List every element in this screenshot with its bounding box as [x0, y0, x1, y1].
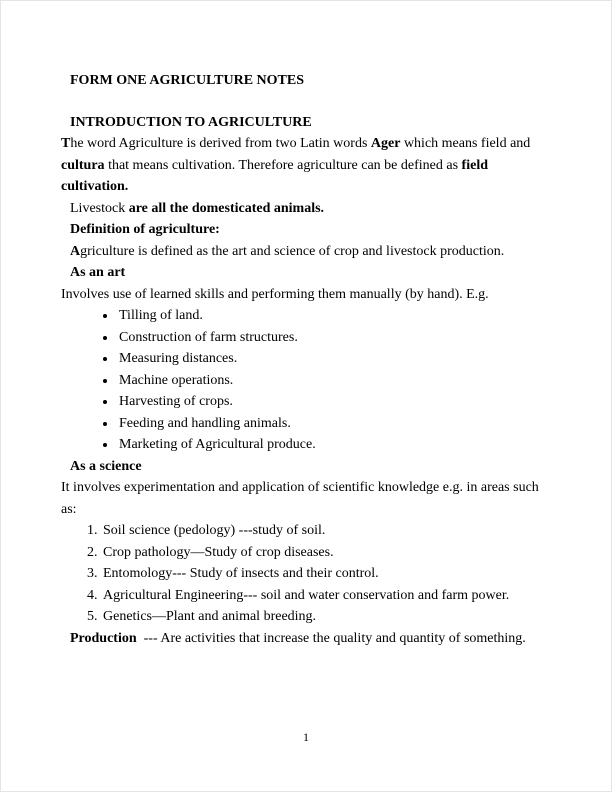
text-run: he word Agriculture is derived from two Latin words	[70, 136, 371, 151]
section-heading: INTRODUCTION TO AGRICULTURE	[70, 114, 312, 130]
as-an-art-heading: As an art	[70, 265, 126, 280]
bullet-item: • Tilling of land.	[117, 305, 551, 327]
as-a-science-heading: As a science	[70, 458, 142, 474]
text-run: --- Are activities that increase the quality and quantity of something.	[136, 630, 526, 646]
text-run: that means cultivation. Therefore agriculture can be defined as	[104, 157, 462, 173]
science-numbered-list	[61, 520, 551, 628]
text-run: griculture is defined as the art and science of crop and livestock production.	[80, 243, 505, 259]
art-intro: Involves use of learned skills and performing them manually (by hand). E.g.	[61, 286, 489, 302]
document-title: FORM ONE AGRICULTURE NOTES	[70, 73, 305, 88]
text-run: cultura	[61, 157, 105, 173]
definition-text	[70, 241, 551, 263]
numbered-item: 3. Entomology--- Study of insects and their control.	[101, 563, 551, 585]
text-run: field cultivation.	[61, 157, 488, 194]
definition-heading: Definition of agriculture:	[70, 222, 220, 237]
intro-paragraph	[61, 133, 551, 198]
text-run: which means field and	[400, 136, 531, 151]
text-run: are all the domesticated animals.	[128, 200, 325, 216]
page-number: 1	[303, 729, 309, 744]
bullet-item: • Construction of farm structures.	[117, 327, 551, 349]
text-run: T	[61, 136, 71, 151]
science-intro: It involves experimentation and application of scientific knowledge e.g. in areas such as:	[61, 480, 539, 517]
numbered-item: 4. Agricultural Engineering--- soil and water conservation and farm power.	[101, 585, 551, 607]
text-run: Production	[70, 630, 137, 646]
bullet-item: • Harvesting of crops.	[117, 391, 551, 413]
bullet-item: • Machine operations.	[117, 370, 551, 392]
numbered-item: 2. Crop pathology—Study of crop diseases.	[101, 542, 551, 564]
text-run: A	[70, 243, 81, 259]
art-bullet-list	[61, 305, 551, 456]
bullet-item: • Marketing of Agricultural produce.	[117, 434, 551, 456]
numbered-item: 5. Genetics—Plant and animal breeding.	[101, 606, 551, 628]
text-run: Livestock	[70, 200, 129, 216]
bullet-item: • Measuring distances.	[117, 348, 551, 370]
livestock-line	[70, 198, 551, 220]
text-run: Ager	[370, 136, 401, 151]
bullet-item: • Feeding and handling animals.	[117, 413, 551, 435]
production-line	[70, 628, 551, 650]
numbered-item: 1. Soil science (pedology) ---study of soil.	[101, 520, 551, 542]
